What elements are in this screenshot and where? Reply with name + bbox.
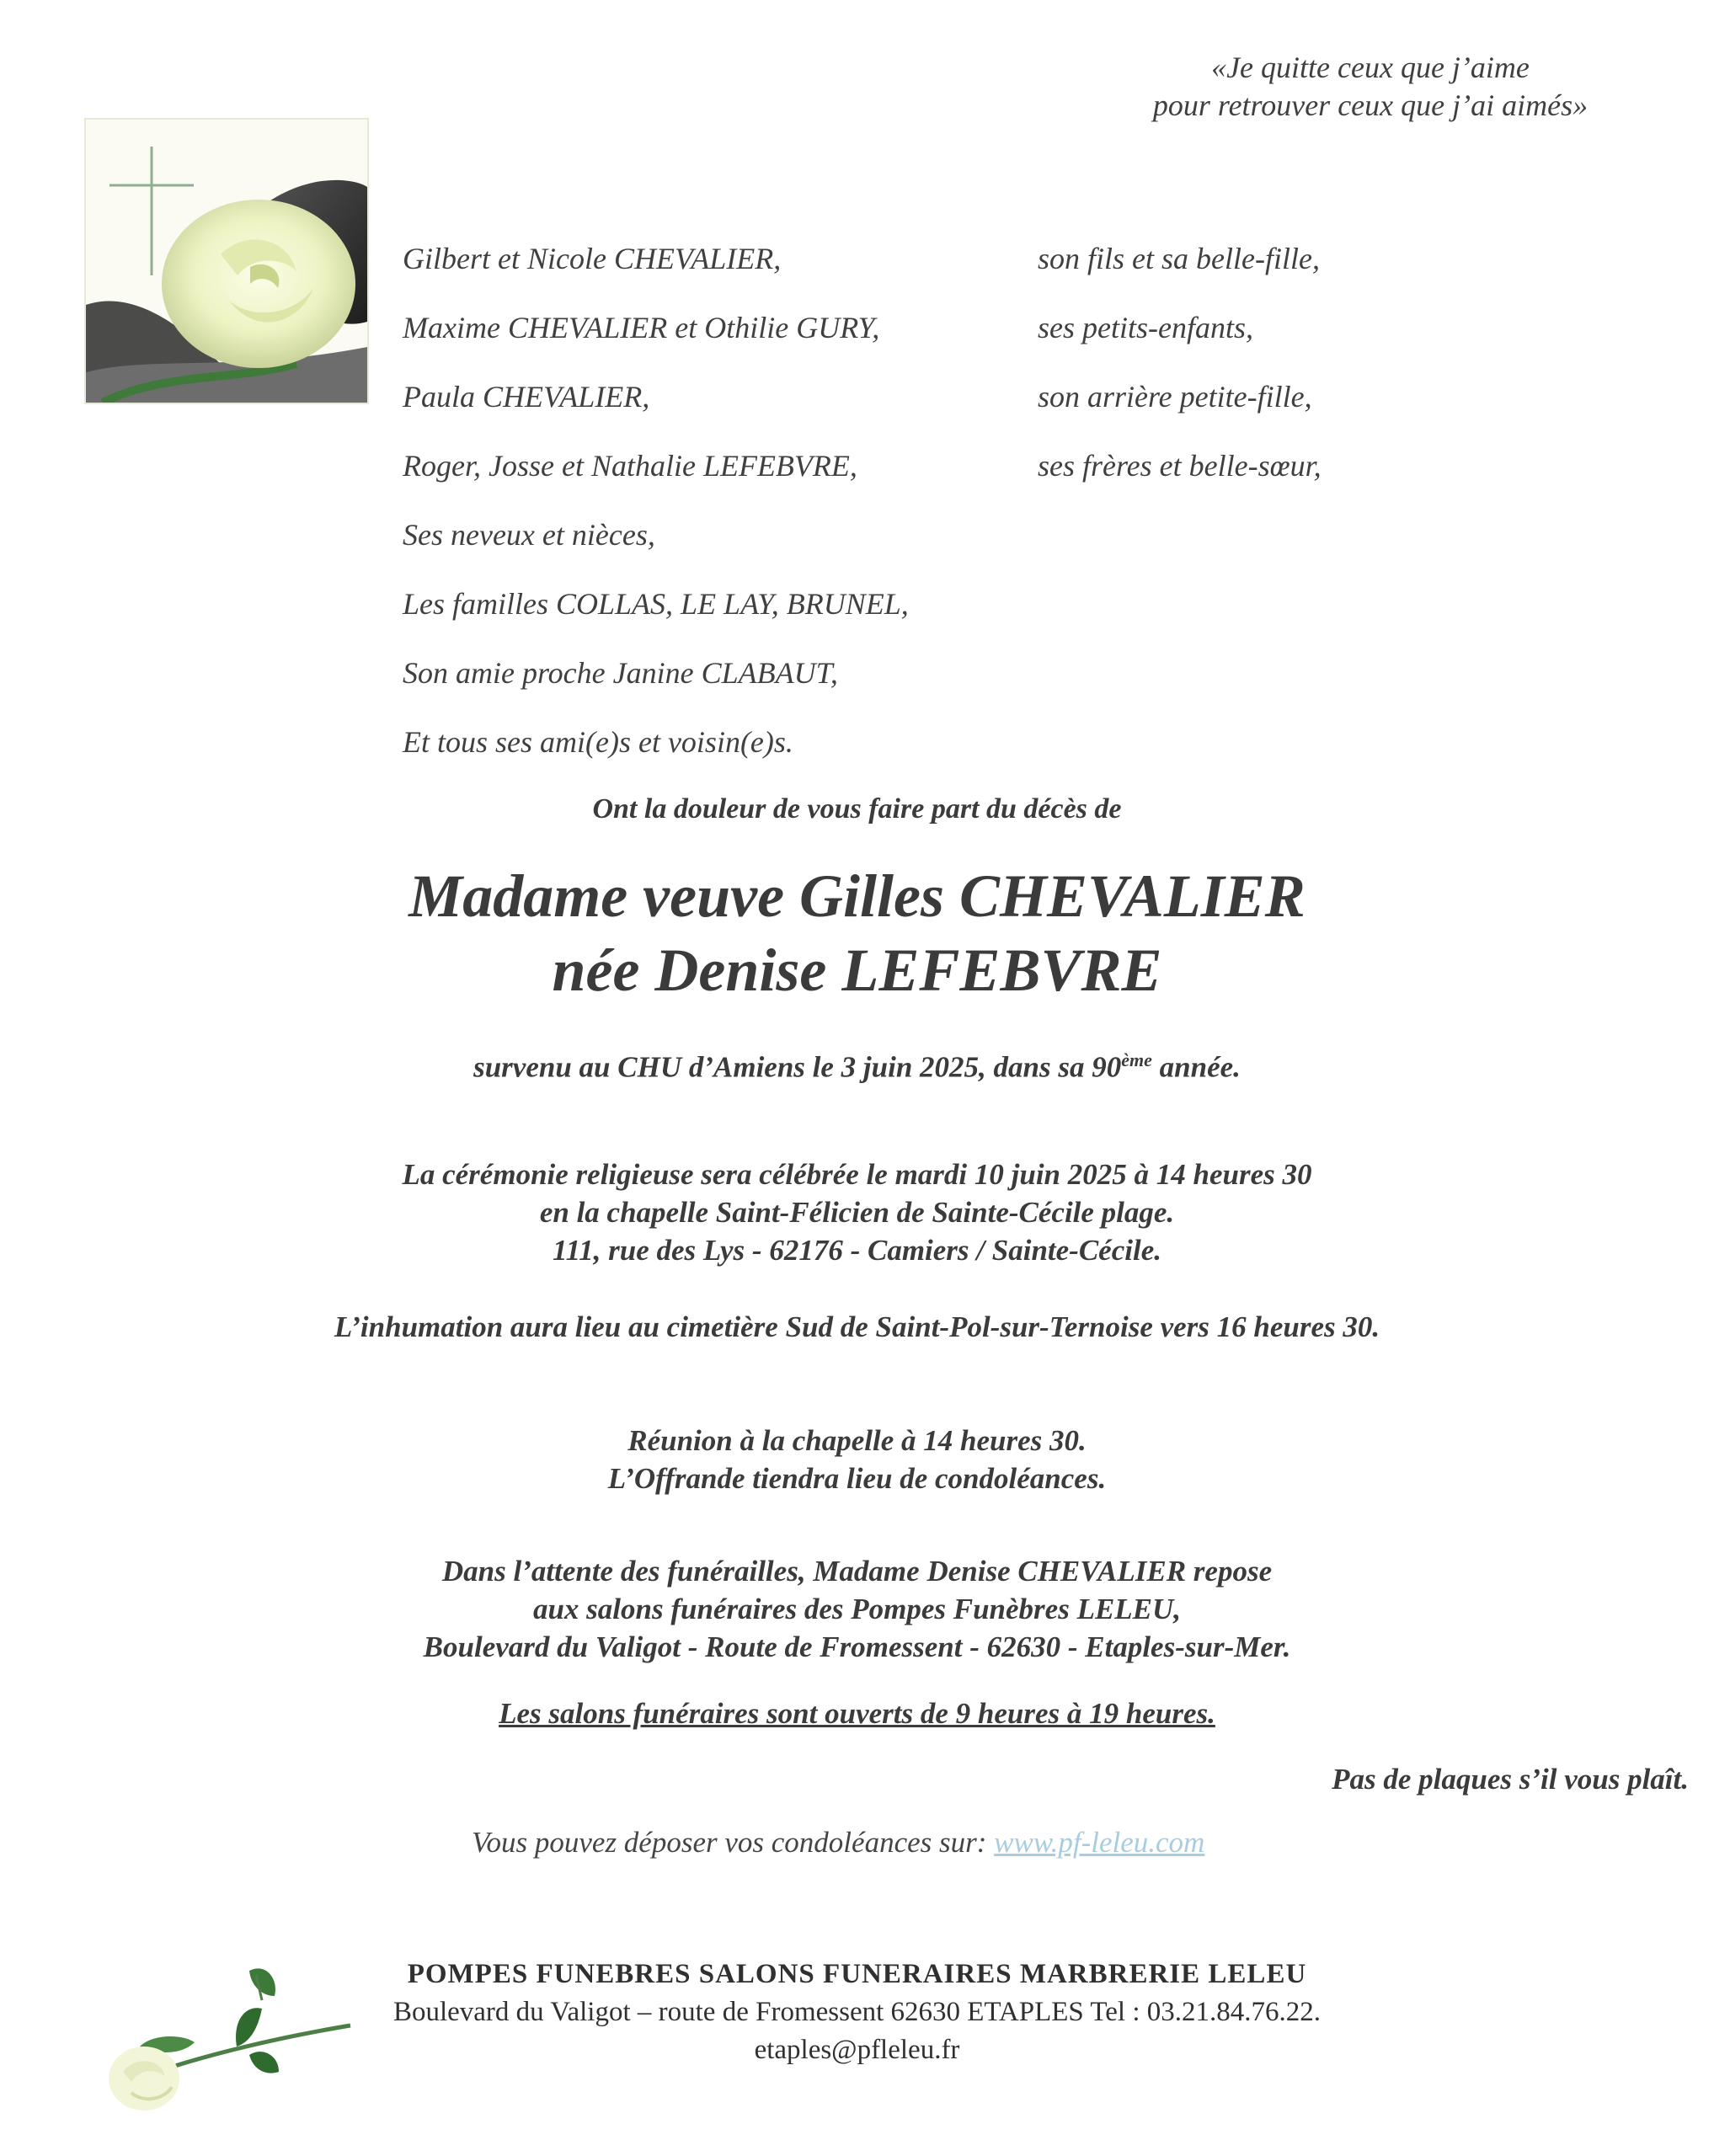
condolences-link[interactable]: www.pf-leleu.com — [994, 1826, 1205, 1859]
quote-line-1: «Je quitte ceux que j’aime — [1211, 51, 1530, 84]
repose-line-3: Boulevard du Valigot - Route de Fromessent - 62630 - Etaples-sur-Mer. — [423, 1630, 1291, 1663]
family-name-4: Roger, Josse et Nathalie LEFEBVRE, — [403, 449, 857, 483]
ceremony-line-2: en la chapelle Saint-Félicien de Sainte-Cécile plage. — [539, 1196, 1175, 1229]
family-name-6: Les familles COLLAS, LE LAY, BRUNEL, — [403, 587, 909, 621]
meeting-line-1: Réunion à la chapelle à 14 heures 30. — [627, 1424, 1087, 1457]
death-details-text: survenu au CHU d’Amiens le 3 juin 2025, dans sa 90 — [473, 1050, 1122, 1084]
meeting-line-2: L’Offrande tiendra lieu de condoléances. — [607, 1462, 1107, 1495]
death-details-end: année. — [1151, 1050, 1241, 1084]
death-details — [0, 1041, 1714, 1086]
condolences-text: Vous pouvez déposer vos condoléances sur: — [472, 1826, 987, 1859]
funeral-home-name: POMPES FUNEBRES SALONS FUNERAIRES MARBRERIE LELEU — [407, 1959, 1307, 1989]
salon-hours-text: Les salons funéraires sont ouverts de 9 heures à 19 heures. — [499, 1697, 1215, 1730]
cross-rose-illustration — [86, 120, 367, 403]
deceased-name: Madame veuve Gilles CHEVALIER — [408, 862, 1306, 930]
epitaph-quote — [1076, 49, 1665, 125]
salon-hours — [0, 1694, 1714, 1732]
family-relation-1: son fils et sa belle-fille, — [1038, 242, 1320, 275]
family-name-2: Maxime CHEVALIER et Othilie GURY, — [403, 311, 880, 344]
burial-info: L’inhumation aura lieu au cimetière Sud de Saint-Pol-sur-Ternoise vers 16 heures 30. — [334, 1310, 1380, 1343]
repose-block — [0, 1552, 1714, 1666]
ceremony-block — [0, 1155, 1714, 1269]
family-relation-3: son arrière petite-fille, — [1038, 380, 1312, 414]
family-relation-4: ses frères et belle-sœur, — [1038, 449, 1322, 483]
family-name-5: Ses neveux et nièces, — [403, 518, 655, 552]
ceremony-line-3: 111, rue des Lys - 62176 - Camiers / Sainte-Cécile. — [553, 1234, 1161, 1267]
announcement-intro: Ont la douleur de vous faire part du décès de — [592, 793, 1122, 825]
funeral-home-address: Boulevard du Valigot – route de Fromessent 62630 ETAPLES Tel : 03.21.84.76.22. — [392, 1997, 1322, 2027]
repose-line-1: Dans l’attente des funérailles, Madame Denise CHEVALIER repose — [441, 1555, 1273, 1588]
condolences-line — [472, 1826, 1204, 1860]
meeting-block — [0, 1422, 1714, 1497]
cross-rose-image — [84, 118, 369, 404]
quote-line-2: pour retrouver ceux que j’ai aimés» — [1152, 88, 1589, 122]
deceased-maiden-name: née Denise LEFEBVRE — [552, 937, 1162, 1004]
family-name-1: Gilbert et Nicole CHEVALIER, — [403, 242, 782, 275]
family-name-8: Et tous ses ami(e)s et voisin(e)s. — [403, 725, 793, 759]
family-relation-2: ses petits-enfants, — [1038, 311, 1253, 344]
family-name-3: Paula CHEVALIER, — [403, 380, 650, 414]
family-name-7: Son amie proche Janine CLABAUT, — [403, 656, 838, 690]
funeral-home-footer — [0, 1956, 1714, 2069]
death-details-ordinal: ème — [1121, 1049, 1152, 1070]
no-plaques-note: Pas de plaques s’il vous plaît. — [1332, 1763, 1689, 1796]
repose-line-2: aux salons funéraires des Pompes Funèbres LELEU, — [532, 1593, 1182, 1625]
funeral-home-email: etaples@pfleleu.fr — [754, 2035, 960, 2065]
ceremony-line-1: La cérémonie religieuse sera célébrée le mardi 10 juin 2025 à 14 heures 30 — [402, 1158, 1312, 1191]
